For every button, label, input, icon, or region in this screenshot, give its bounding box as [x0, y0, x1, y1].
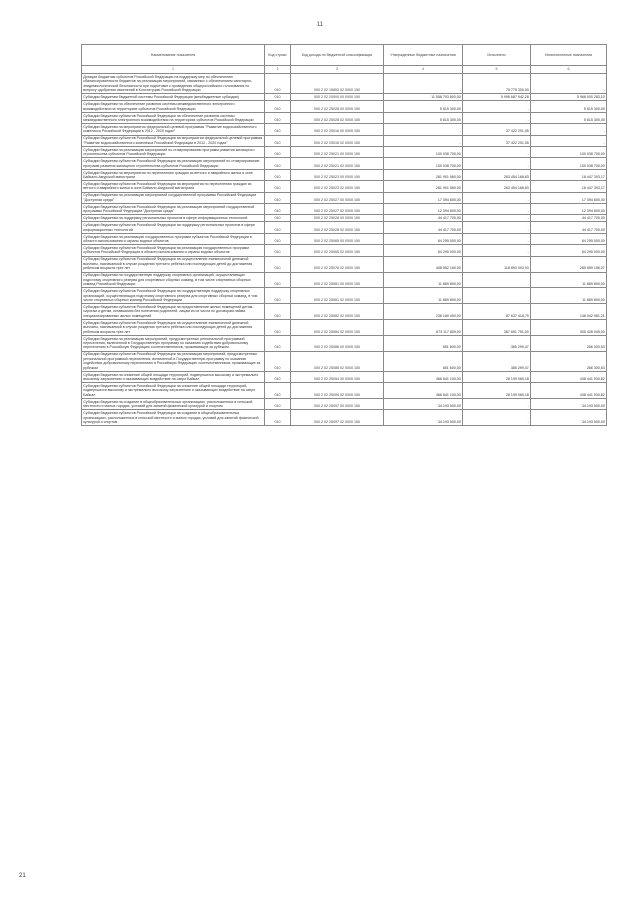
table-row [82, 383, 607, 399]
row-kbk-cell: 000 2 02 25027 02 0000 150 [291, 204, 384, 215]
table-row [82, 288, 607, 304]
row-approved-cell: 17 394 600,00 [384, 192, 463, 203]
table-body [82, 74, 607, 426]
row-executed-cell: 263 454 166,83 [463, 181, 531, 192]
header-kbk: Код дохода по бюджетной классификации [291, 45, 384, 66]
table-row [82, 272, 607, 288]
table-row [82, 215, 607, 222]
row-kbk-cell: 000 2 02 25065 00 0000 150 [291, 233, 384, 244]
row-executed-cell: - [463, 288, 531, 304]
row-unexecuted-cell: 11 669 800,00 [531, 272, 607, 288]
row-approved-cell: 64 295 000,00 [384, 233, 463, 244]
row-kbk-cell: 000 2 02 25023 00 0000 150 [291, 169, 384, 180]
table-row [82, 101, 607, 112]
header-name: Наименование показателя [82, 45, 265, 66]
row-kbk-cell: 000 2 02 25021 00 0000 150 [291, 147, 384, 158]
row-approved-cell: - [384, 124, 463, 135]
row-name-cell: Субсидии бюджетам на мероприятия федеральной целевой программы "Развитие водохозяйственного комплекса Российской Федерации в 2012 - 2020 годах" [82, 124, 265, 135]
row-unexecuted-cell: 266 300,53 [531, 351, 607, 371]
row-approved-cell: 34 193 500,00 [384, 410, 463, 426]
row-executed-cell: 75 775 300,00 [463, 74, 531, 94]
row-approved-cell: 236 180 400,00 [384, 304, 463, 320]
row-name-cell: Субсидии бюджетам субъектов Российской Федерации на реализацию мероприятий государственной программы Российской Федерации "Доступная среда" [82, 204, 265, 215]
row-name-cell: Субсидии бюджетам субъектов Российской Федерации на осуществление ежемесячной денежной выплаты, назначаемой в случае рождения третьего ребенка или последующих детей до достижения ребенком возраста трех лет [82, 256, 265, 272]
row-executed-cell: - [463, 222, 531, 233]
row-kbk-cell: 000 2 02 25028 02 0000 150 [291, 222, 384, 233]
row-unexecuted-cell: 64 295 000,00 [531, 245, 607, 256]
row-unexecuted-cell: 34 193 500,00 [531, 399, 607, 410]
row-code-cell: 010 [265, 288, 291, 304]
row-kbk-cell: 000 2 02 25081 02 0000 150 [291, 288, 384, 304]
row-executed-cell: 263 454 166,83 [463, 169, 531, 180]
row-unexecuted-cell: 11 669 800,00 [531, 288, 607, 304]
table-row [82, 245, 607, 256]
column-number: 2 [265, 65, 291, 74]
table-row [82, 94, 607, 101]
row-name-cell: Субсидии бюджетам субъектов Российской Федерации на мероприятия по переселению граждан из ветхого и аварийного жилья в зоне Байкало-Амурской магистрали [82, 181, 265, 192]
row-unexecuted-cell: 64 295 000,00 [531, 233, 607, 244]
row-name-cell: Субсидии бюджетам на реализацию мероприятий, предусмотренных региональной программой переселения, включенной в Государственную программу по оказанию содействия добровольному переселению в Российскую Федерацию соотечественников, проживающих за рубежом [82, 335, 265, 351]
row-executed-cell: 28 199 069,18 [463, 371, 531, 382]
row-approved-cell: 44 417 700,00 [384, 222, 463, 233]
row-code-cell: 010 [265, 112, 291, 123]
row-name-cell: Субсидии бюджетам субъектов Российской Федерации на предоставление жилых помещений детям-сиротам и детям, оставшимся без попечения родителей, лицам из их числа по договорам найма специализированных жилых помещений [82, 304, 265, 320]
row-unexecuted-cell: 18 447 393,17 [531, 181, 607, 192]
table-row [82, 319, 607, 335]
row-kbk-cell: 000 2 02 25094 00 0000 150 [291, 371, 384, 382]
header-row [82, 45, 607, 66]
row-name-cell: Субсидии бюджетам бюджетной системы Российской Федерации (межбюджетные субсидии) [82, 94, 265, 101]
row-code-cell: 010 [265, 158, 291, 169]
row-code-cell: 010 [265, 74, 291, 94]
table-row [82, 351, 607, 371]
row-approved-cell: 64 295 000,00 [384, 245, 463, 256]
row-executed-cell: 28 199 069,18 [463, 383, 531, 399]
row-kbk-cell: 000 2 02 25078 02 0000 150 [291, 256, 384, 272]
row-unexecuted-cell: 44 417 700,00 [531, 215, 607, 222]
row-name-cell: Субсидии бюджетам субъектов Российской Федерации на снижение общей площади территорий, подвергшихся высокому и экстремально высокому загрязнению и оказывающих воздействие на озеро Байкал [82, 383, 265, 399]
row-approved-cell: 5 615 300,00 [384, 101, 463, 112]
row-name-cell: Субсидии бюджетам субъектов Российской Федерации на обеспечение развития системы межведомственного электронного взаимодействия на территориях субъектов Российской Федерации [82, 112, 265, 123]
row-kbk-cell: 000 2 02 25086 00 0000 150 [291, 335, 384, 351]
table-row [82, 169, 607, 180]
row-approved-cell: 651 600,00 [384, 351, 463, 371]
row-kbk-cell: 000 2 02 25027 00 0000 150 [291, 192, 384, 203]
row-executed-cell: - [463, 147, 531, 158]
row-kbk-cell: 000 2 02 25082 02 0000 150 [291, 304, 384, 320]
row-executed-cell: - [463, 112, 531, 123]
column-number: 1 [82, 65, 265, 74]
row-approved-cell: 408 552 160,00 [384, 256, 463, 272]
row-code-cell: 010 [265, 410, 291, 426]
row-unexecuted-cell: 305 426 049,00 [531, 319, 607, 335]
row-name-cell: Субсидии бюджетам субъектов Российской Федерации на реализацию мероприятий по стимулированию программ развития жилищного строительства субъектов Российской Федерации [82, 158, 265, 169]
header-executed: Исполнено [463, 45, 531, 66]
row-kbk-cell: 000 2 02 25065 02 0000 150 [291, 245, 384, 256]
row-executed-cell: - [463, 192, 531, 203]
row-approved-cell: 281 901 560,00 [384, 181, 463, 192]
table-row [82, 335, 607, 351]
row-approved-cell: 11 669 800,00 [384, 288, 463, 304]
row-unexecuted-cell: 34 193 500,00 [531, 410, 607, 426]
row-unexecuted-cell: 100 038 700,00 [531, 147, 607, 158]
header-unexecuted: Неисполненные назначения [531, 45, 607, 66]
row-name-cell: Субсидии бюджетам субъектов Российской Федерации на поддержку региональных проектов в сфере информационных технологий [82, 222, 265, 233]
table-row [82, 147, 607, 158]
row-code-cell: 010 [265, 215, 291, 222]
column-number: 4 [384, 65, 463, 74]
table-row [82, 192, 607, 203]
row-name-cell: Субсидии бюджетам на реализацию мероприятий государственной программы Российской Федерации "Доступная среда" [82, 192, 265, 203]
row-unexecuted-cell: 44 417 700,00 [531, 222, 607, 233]
row-kbk-cell: 000 2 02 25097 02 0000 150 [291, 410, 384, 426]
row-approved-cell: 11 669 800,00 [384, 272, 463, 288]
row-code-cell: 010 [265, 351, 291, 371]
row-code-cell: 010 [265, 192, 291, 203]
row-code-cell: 010 [265, 94, 291, 101]
row-code-cell: 010 [265, 245, 291, 256]
row-approved-cell: 34 193 500,00 [384, 399, 463, 410]
row-code-cell: 010 [265, 272, 291, 288]
row-approved-cell: 651 600,00 [384, 335, 463, 351]
row-executed-cell: - [463, 272, 531, 288]
row-executed-cell: 385 299,47 [463, 351, 531, 371]
row-unexecuted-cell: 12 394 600,00 [531, 204, 607, 215]
row-unexecuted-cell: 289 659 156,07 [531, 256, 607, 272]
table-row [82, 181, 607, 192]
row-name-cell: Субсидии бюджетам субъектов Российской Федерации на мероприятия федеральной целевой программы "Развитие водохозяйственного комплекса Российской Федерации в 2012 - 2020 годах" [82, 135, 265, 146]
row-code-cell: 010 [265, 383, 291, 399]
row-kbk-cell: 000 2 02 25016 00 0000 150 [291, 124, 384, 135]
row-kbk-cell: 000 2 02 20000 00 0000 150 [291, 94, 384, 101]
row-unexecuted-cell: 5 615 300,00 [531, 101, 607, 112]
row-executed-cell: - [463, 233, 531, 244]
row-code-cell: 010 [265, 256, 291, 272]
row-unexecuted-cell: 100 038 700,00 [531, 158, 607, 169]
column-number: 5 [463, 65, 531, 74]
row-unexecuted-cell: 148 542 981,21 [531, 304, 607, 320]
row-kbk-cell: 000 2 02 25016 02 0000 150 [291, 135, 384, 146]
table-row [82, 233, 607, 244]
row-unexecuted-cell: 17 394 600,00 [531, 192, 607, 203]
row-executed-cell: 367 691 751,00 [463, 319, 531, 335]
row-code-cell: 010 [265, 399, 291, 410]
row-kbk-cell: 000 2 02 25086 02 0000 150 [291, 351, 384, 371]
row-approved-cell: 281 901 560,00 [384, 169, 463, 180]
row-unexecuted-cell: 266 300,53 [531, 335, 607, 351]
row-executed-cell: - [463, 245, 531, 256]
table-row [82, 112, 607, 123]
row-code-cell: 010 [265, 135, 291, 146]
table-row [82, 410, 607, 426]
row-approved-cell: - [384, 135, 463, 146]
row-code-cell: 010 [265, 147, 291, 158]
row-kbk-cell: 000 2 02 25023 02 0000 150 [291, 181, 384, 192]
row-name-cell: Субсидии бюджетам на обеспечение развития системы межведомственного электронного взаимодействия на территориях субъектов Российской Федерации [82, 101, 265, 112]
row-executed-cell: - [463, 204, 531, 215]
budget-execution-table [81, 44, 607, 426]
header-approved: Утвержденные бюджетные назначения [384, 45, 463, 66]
row-approved-cell: 466 641 100,00 [384, 383, 463, 399]
row-code-cell: 010 [265, 371, 291, 382]
row-code-cell: 010 [265, 304, 291, 320]
page-number-top: 11 [316, 22, 324, 28]
row-kbk-cell: 000 2 02 25021 02 0000 150 [291, 158, 384, 169]
row-approved-cell: 466 641 100,00 [384, 371, 463, 382]
row-kbk-cell: 000 2 02 25081 00 0000 150 [291, 272, 384, 288]
row-unexecuted-cell: - [531, 74, 607, 94]
row-kbk-cell: 000 2 02 25094 02 0000 150 [291, 383, 384, 399]
row-code-cell: 010 [265, 335, 291, 351]
row-approved-cell: 11 558 793 800,00 [384, 94, 463, 101]
row-unexecuted-cell: 438 441 030,82 [531, 383, 607, 399]
column-number-row [82, 65, 607, 74]
table-row [82, 124, 607, 135]
table-row [82, 135, 607, 146]
row-name-cell: Субсидии бюджетам субъектов Российской Федерации на реализацию государственных программ субъектов Российской Федерации в области использования и охраны водных объектов [82, 245, 265, 256]
row-executed-cell: 87 637 418,79 [463, 304, 531, 320]
row-name-cell: Субсидии бюджетам на поддержку региональных проектов в сфере информационных технологий [82, 215, 265, 222]
row-name-cell: Субсидии бюджетам субъектов Российской Федерации на создание в общеобразовательных организациях, расположенных в сельской местности и малых городах, условий для занятий физической культурой и спортом [82, 410, 265, 426]
row-name-cell: Субсидии бюджетам субъектов Российской Федерации на осуществление ежемесячной денежной выплаты, назначаемой в случае рождения третьего ребенка или последующих детей до достижения ребенком возраста трех лет [82, 319, 265, 335]
row-name-cell: Субсидии бюджетам на снижение общей площади территорий, подвергшихся высокому и экстремально высокому загрязнению и оказывающих воздействие на озеро Байкал [82, 371, 265, 382]
row-code-cell: 010 [265, 101, 291, 112]
row-approved-cell: 673 117 800,00 [384, 319, 463, 335]
row-name-cell: Субсидии бюджетам на государственную поддержку спортивных организаций, осуществляющих подготовку спортивного резерва для спортивных сборных команд, в том числе спортивных сборных команд Российской Федерации [82, 272, 265, 288]
row-name-cell: Субсидии бюджетам на создание в общеобразовательных организациях, расположенных в сельской местности и малых городах, условий для занятий физической культурой и спортом [82, 399, 265, 410]
row-code-cell: 010 [265, 222, 291, 233]
row-code-cell: 010 [265, 204, 291, 215]
row-kbk-cell: 000 2 02 25097 00 0000 150 [291, 399, 384, 410]
row-executed-cell: 37 422 291,05 [463, 124, 531, 135]
table-row [82, 304, 607, 320]
row-executed-cell: - [463, 399, 531, 410]
row-kbk-cell: 000 2 02 15853 02 0000 150 [291, 74, 384, 94]
table-row [82, 204, 607, 215]
row-code-cell: 010 [265, 169, 291, 180]
row-unexecuted-cell: - [531, 124, 607, 135]
table-row [82, 371, 607, 382]
row-unexecuted-cell: - [531, 135, 607, 146]
row-executed-cell: - [463, 158, 531, 169]
row-executed-cell: 37 422 291,05 [463, 135, 531, 146]
row-kbk-cell: 000 2 02 25028 00 0000 150 [291, 215, 384, 222]
row-name-cell: Субсидии бюджетам на мероприятия по переселению граждан из ветхого и аварийного жилья в зоне Байкало-Амурской магистрали [82, 169, 265, 180]
row-name-cell: Дотации бюджетам субъектов Российской Федерации на поддержку мер по обеспечению сбалансированности бюджетов на реализацию мероприятий, связанных с обеспечением санитарно-эпидемиологической безопасности при подготовке к проведению общероссийского голосования по вопросу одобрения изменений в Конституцию Российской Федерации [82, 74, 265, 94]
row-approved-cell: 100 038 700,00 [384, 147, 463, 158]
row-executed-cell: - [463, 215, 531, 222]
table-row [82, 158, 607, 169]
row-approved-cell: 100 038 700,00 [384, 158, 463, 169]
column-number: 6 [531, 65, 607, 74]
row-executed-cell: - [463, 101, 531, 112]
row-kbk-cell: 000 2 02 25028 02 0000 150 [291, 112, 384, 123]
row-approved-cell: 44 417 700,00 [384, 215, 463, 222]
row-code-cell: 010 [265, 319, 291, 335]
row-name-cell: Субсидии бюджетам на реализацию государственных программ субъектов Российской Федерации в области использования и охраны водных объектов [82, 233, 265, 244]
row-unexecuted-cell: 5 615 300,00 [531, 112, 607, 123]
row-executed-cell: - [463, 410, 531, 426]
row-executed-cell: 5 996 687 942,28 [463, 94, 531, 101]
row-approved-cell: - [384, 74, 463, 94]
table-row [82, 399, 607, 410]
row-name-cell: Субсидии бюджетам субъектов Российской Федерации на государственную поддержку спортивных организаций, осуществляющих подготовку спортивного резерва для спортивных сборных команд, в том числе спортивных сборных команд Российской Федерации [82, 288, 265, 304]
row-kbk-cell: 000 2 02 25028 00 0000 150 [291, 101, 384, 112]
row-code-cell: 010 [265, 181, 291, 192]
row-name-cell: Субсидии бюджетам на реализацию мероприятий по стимулированию программ развития жилищного строительства субъектов Российской Федерации [82, 147, 265, 158]
table-row [82, 256, 607, 272]
row-unexecuted-cell: 438 441 030,82 [531, 371, 607, 382]
row-executed-cell: 385 299,47 [463, 335, 531, 351]
header-code: Код строки [265, 45, 291, 66]
row-code-cell: 010 [265, 124, 291, 135]
row-code-cell: 010 [265, 233, 291, 244]
table-row [82, 74, 607, 94]
row-approved-cell: 5 615 300,00 [384, 112, 463, 123]
page-number-bottom: 21 [19, 873, 26, 879]
row-unexecuted-cell: 5 968 000 283,10 [531, 94, 607, 101]
row-executed-cell: 118 893 003,93 [463, 256, 531, 272]
row-name-cell: Субсидии бюджетам субъектов Российской Федерации на реализацию мероприятий, предусмотренных региональной программой переселения, включенной в Государственную программу по оказанию содействия добровольному переселению в Российскую Федерацию соотечественников, проживающих за рубежом [82, 351, 265, 371]
row-kbk-cell: 000 2 02 25084 02 0000 150 [291, 319, 384, 335]
table-row [82, 222, 607, 233]
row-unexecuted-cell: 18 447 393,17 [531, 169, 607, 180]
column-number: 3 [291, 65, 384, 74]
row-approved-cell: 12 394 600,00 [384, 204, 463, 215]
